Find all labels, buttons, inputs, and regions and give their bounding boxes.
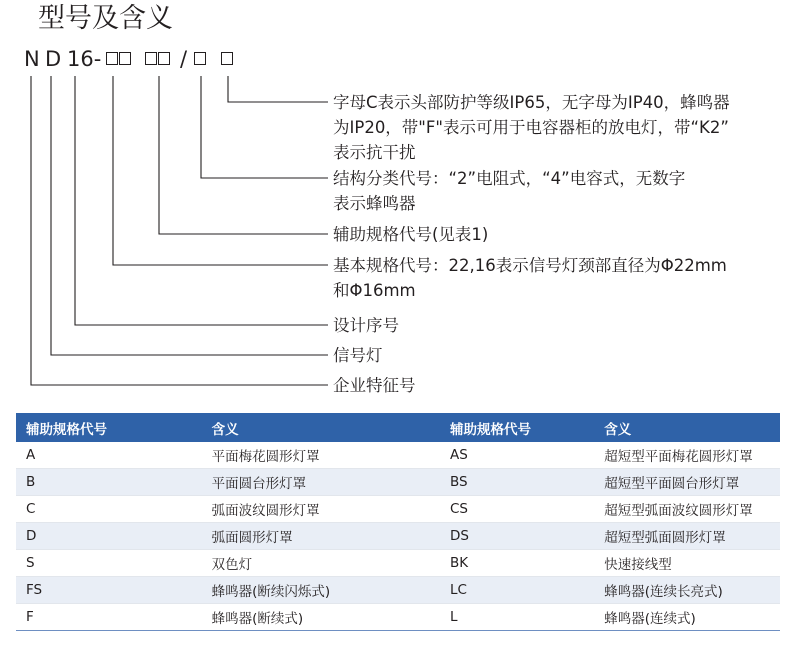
table-cell: AS (440, 442, 594, 469)
aux-spec-table (16, 413, 780, 631)
table-cell: 弧面圆形灯罩 (202, 523, 440, 550)
table-cell: D (16, 523, 202, 550)
table-cell: 平面圆台形灯罩 (202, 469, 440, 496)
table-cell: LC (440, 577, 594, 604)
desc-suffix (333, 90, 730, 165)
table-cell: C (16, 496, 202, 523)
desc-line: 为IP20，带"F"表示可用于电容器柜的放电灯，带“K2” (333, 118, 729, 137)
desc-line: 辅助规格代号(见表1) (333, 225, 489, 244)
code-series-number: 16- (67, 47, 102, 71)
table-row (16, 523, 780, 550)
table-row (16, 469, 780, 496)
table-cell: L (440, 604, 594, 631)
table-cell: 超短型弧面圆形灯罩 (594, 523, 780, 550)
table-header: 含义 (202, 413, 440, 442)
table-cell: A (16, 442, 202, 469)
table-cell: 超短型弧面波纹圆形灯罩 (594, 496, 780, 523)
table-cell: 蜂鸣器(断续式) (202, 604, 440, 631)
table-cell: S (16, 550, 202, 577)
table-cell: 蜂鸣器(断续闪烁式) (202, 577, 440, 604)
code-letter-n: N (24, 47, 40, 71)
table-row (16, 550, 780, 577)
table-cell: 弧面波纹圆形灯罩 (202, 496, 440, 523)
table-cell: 超短型平面梅花圆形灯罩 (594, 442, 780, 469)
desc-line: 结构分类代号：“2”电阻式，“4”电容式，无数字 (333, 169, 686, 188)
desc-line: 表示蜂鸣器 (333, 194, 416, 213)
table-header-row (16, 413, 780, 442)
table-cell: B (16, 469, 202, 496)
leader-line-aux-spec (159, 76, 328, 234)
leader-line-basic-spec (113, 76, 328, 265)
desc-structure (333, 166, 685, 216)
desc-aux-spec (333, 222, 488, 247)
table-row (16, 496, 780, 523)
table-header: 含义 (594, 413, 780, 442)
leader-line-suffix (228, 76, 328, 102)
desc-line: 信号灯 (333, 346, 383, 365)
table-row (16, 442, 780, 469)
table-cell: BK (440, 550, 594, 577)
code-letter-d: D (45, 47, 62, 71)
table-cell: 超短型平面圆台形灯罩 (594, 469, 780, 496)
table-header: 辅助规格代号 (16, 413, 202, 442)
code-slash: / (180, 47, 188, 71)
table-row (16, 577, 780, 604)
table-cell: DS (440, 523, 594, 550)
desc-enterprise (333, 373, 416, 398)
table-cell: 快速接线型 (594, 550, 780, 577)
table-cell: FS (16, 577, 202, 604)
desc-line: 字母C表示头部防护等级IP65，无字母为IP40，蜂鸣器 (333, 93, 730, 112)
desc-line: 基本规格代号：22,16表示信号灯颈部直径为Φ22mm (333, 256, 727, 275)
desc-design-no (333, 313, 399, 338)
leader-line-structure (201, 76, 328, 178)
desc-line: 设计序号 (333, 316, 399, 335)
table-row (16, 604, 780, 631)
leader-line-signal-lamp (51, 76, 328, 355)
desc-line: 企业特征号 (333, 376, 416, 395)
table-header: 辅助规格代号 (440, 413, 594, 442)
table-cell: 双色灯 (202, 550, 440, 577)
desc-signal-lamp (333, 343, 383, 368)
table-cell: CS (440, 496, 594, 523)
table-cell: 蜂鸣器(连续长亮式) (594, 577, 780, 604)
table-cell: 平面梅花圆形灯罩 (202, 442, 440, 469)
table-cell: F (16, 604, 202, 631)
desc-line: 表示抗干扰 (333, 143, 416, 162)
table-cell: BS (440, 469, 594, 496)
page-title: 型号及含义 (38, 3, 173, 34)
desc-line: 和Φ16mm (333, 281, 416, 300)
desc-basic-spec (333, 253, 727, 303)
table-cell: 蜂鸣器(连续式) (594, 604, 780, 631)
